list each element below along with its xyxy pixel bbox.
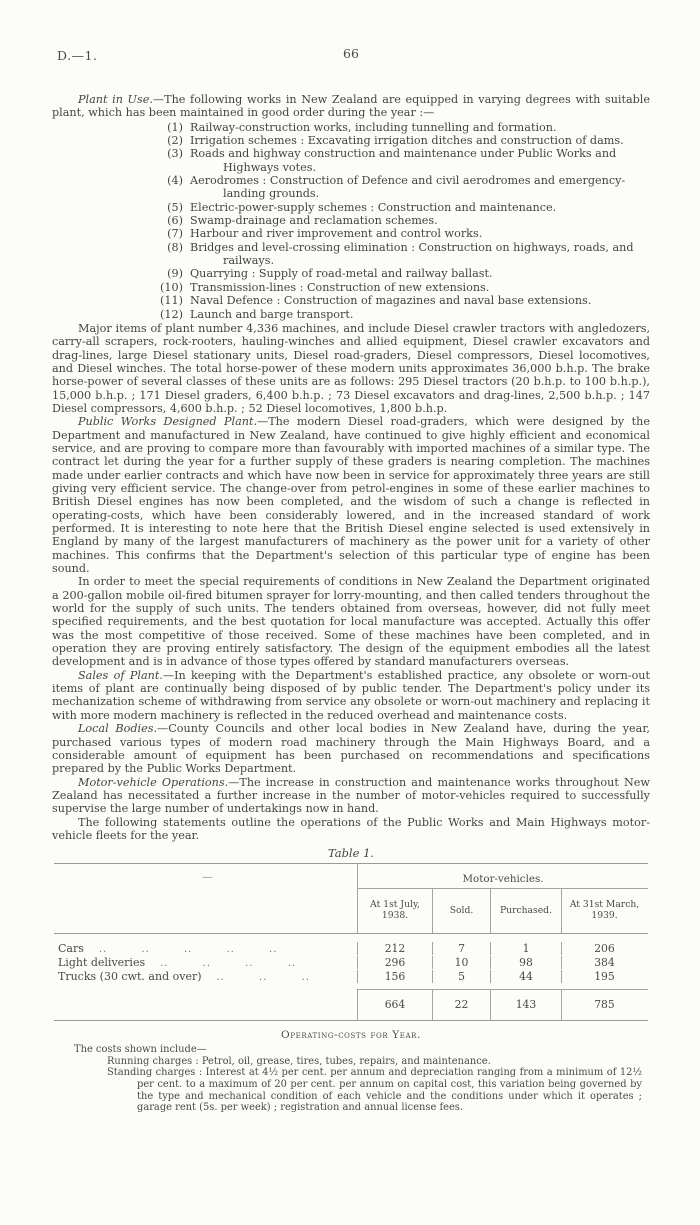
list-item-text: Quarrying : Supply of road-metal and railway ballast. bbox=[190, 267, 493, 281]
row-stub bbox=[54, 970, 357, 983]
table-cell: 195 bbox=[561, 970, 647, 983]
list-item bbox=[52, 241, 650, 268]
list-item-text: Electric-power-supply schemes : Construction and maintenance. bbox=[190, 200, 557, 214]
paragraph-text: In order to meet the special requirements of conditions in New Zealand the Department originated a 200-gallon mobile oil-fired bitumen sprayer for lorry-mounting, and then called tenders throughout the world for the supply of such units. The tenders obtained from overseas, however, did not fully meet specified requirements, and the best quotation for local manufacture was accepted. Actually this offer was the most competitive of those received. Some of these machines have been completed, and in operation they are proving entirely satisfactory. The design of the equipment embodies all the latest development and is in advance of those types offered by standard manufacturers overseas. bbox=[52, 575, 650, 669]
table-cell: 10 bbox=[432, 956, 490, 969]
paragraph-lead-italic: Plant in Use. bbox=[78, 93, 153, 106]
paragraph-text: —The increase in construction and maintenance works throughout New Zealand has necessitated a further increase in the number of motor-vehicles required to successfully supervise the large number of undertakings now in hand. bbox=[52, 775, 650, 816]
row-label: Cars bbox=[58, 941, 84, 955]
list-item bbox=[52, 281, 650, 294]
table-cell: 206 bbox=[561, 942, 647, 955]
row-values bbox=[357, 942, 648, 955]
paragraph-text: —The following works in New Zealand are equipped in varying degrees with suitable plant, which has been maintained in good order during the year :— bbox=[52, 93, 651, 120]
table-cell: 384 bbox=[561, 956, 647, 969]
list-item-text: Naval Defence : Construction of magazines and naval base extensions. bbox=[190, 294, 592, 308]
total-cell: 143 bbox=[490, 990, 561, 1020]
paragraph-plant-in-use bbox=[52, 93, 650, 120]
table-row-trucks bbox=[54, 969, 648, 983]
list-item-text: Railway-construction works, including tunnelling and formation. bbox=[190, 120, 557, 134]
list-item-text: Irrigation schemes : Excavating irrigation ditches and construction of dams. bbox=[190, 134, 624, 148]
list-item-number: (6) bbox=[167, 214, 183, 228]
paragraph-text: —County Councils and other local bodies in New Zealand have, during the year, purchased various types of modern road machinery through the Main Highways Board, and a considerable amount of equipment has been purchased on recommendations and specifications prepared by the Public Works Department. bbox=[52, 722, 650, 776]
leader-dots: .. .. .. .. .. bbox=[98, 943, 278, 955]
total-cell: 785 bbox=[561, 990, 647, 1020]
list-item-text: Swamp-drainage and reclamation schemes. bbox=[190, 214, 438, 228]
table-cell: 98 bbox=[490, 956, 561, 969]
paragraph-motor-vehicle-operations bbox=[52, 776, 650, 816]
column-header: At 31st March, 1939. bbox=[561, 889, 647, 933]
table-cell: 7 bbox=[432, 942, 490, 955]
table-stub-header bbox=[54, 889, 357, 933]
list-item-number: (10) bbox=[160, 280, 183, 294]
table-stub-dash: — bbox=[202, 870, 213, 883]
table-group-header-cell bbox=[357, 864, 648, 889]
table-cell: 296 bbox=[384, 955, 406, 969]
plant-works-list bbox=[52, 121, 650, 321]
list-item bbox=[52, 214, 650, 227]
row-stub bbox=[54, 942, 357, 955]
row-label: Trucks (30 cwt. and over) bbox=[58, 969, 202, 983]
list-item bbox=[52, 201, 650, 214]
table-cell: 156 bbox=[384, 969, 406, 983]
paragraph-lead-italic: Public Works Designed Plant. bbox=[78, 415, 258, 429]
list-item-text: Launch and barge transport. bbox=[190, 307, 354, 321]
operating-costs-section bbox=[52, 1030, 650, 1114]
table-row-light-deliveries bbox=[54, 955, 648, 969]
table-group-header-row bbox=[54, 864, 648, 889]
page-number: 66 bbox=[343, 46, 359, 61]
paragraph-text: The following statements outline the operations of the Public Works and Main Highways motor-vehicle fleets for the year. bbox=[52, 815, 650, 842]
list-item-number: (2) bbox=[167, 134, 183, 148]
paragraph-text: Major items of plant number 4,336 machines, and include Diesel crawler tractors with angledozers, carry-all scrapers, rock-rooters, hauling-winches and allied equipment, Diesel crawler excavators and drag-lines, large Diesel stationary units, Diesel road-graders, Diesel compressors, Diesel locomotives, and Diesel winches. The total horse-power of these modern units approximates 36,000 b.h.p. The brake horse-power of several classes of these units are as follows: 295 Diesel tractors (20 b.h.p. to 100 b.h.p.), 15,000 b.h.p. ; 171 Diesel graders, 6,400 b.h.p. ; 73 Diesel excavators and drag-lines, 2,500 b.h.p. ; 147 Diesel compressors, 4,600 b.h.p. ; 52 Diesel locomotives, 1,800 b.h.p. bbox=[52, 321, 650, 415]
paragraph-major-items bbox=[52, 322, 650, 415]
paragraph-local-bodies bbox=[52, 722, 650, 775]
list-item-number: (11) bbox=[160, 294, 183, 308]
list-item-number: (5) bbox=[167, 200, 183, 214]
list-item-text: Roads and highway construction and maintenance under Public Works and Highways votes. bbox=[190, 147, 617, 174]
leader-dots: .. .. .. bbox=[216, 971, 310, 983]
row-values bbox=[357, 970, 648, 983]
list-item-number: (9) bbox=[167, 267, 183, 281]
document-body bbox=[52, 93, 650, 842]
list-item-text: Aerodromes : Construction of Defence and civil aerodromes and emergency-landing grounds. bbox=[190, 174, 626, 201]
list-item-text: Transmission-lines : Construction of new extensions. bbox=[190, 280, 490, 294]
leader-dots: .. .. .. .. bbox=[160, 957, 297, 969]
list-item-number: (7) bbox=[167, 227, 183, 241]
total-cell: 22 bbox=[432, 990, 490, 1020]
list-item bbox=[52, 147, 650, 174]
paragraph-designed-plant bbox=[52, 415, 650, 575]
table-row-cars bbox=[54, 941, 648, 955]
list-item-text: Harbour and river improvement and control works. bbox=[190, 227, 483, 241]
motor-vehicles-table bbox=[54, 863, 648, 1021]
table-cell: 1 bbox=[490, 942, 561, 955]
operating-costs-heading: Operating-costs for Year. bbox=[281, 1029, 421, 1042]
paragraph-lead-italic: Local Bodies. bbox=[78, 722, 158, 736]
list-item bbox=[52, 308, 650, 321]
table-group-header-label: Motor-vehicles. bbox=[462, 873, 544, 886]
table-cell: 5 bbox=[432, 970, 490, 983]
totals-values bbox=[357, 989, 648, 1020]
list-item-text: Bridges and level-crossing elimination : Construction on highways, roads, and railways. bbox=[190, 240, 634, 268]
total-cell: 664 bbox=[384, 998, 406, 1012]
paragraph-lead-italic: Motor-vehicle Operations. bbox=[78, 775, 229, 789]
list-item-number: (3) bbox=[167, 147, 183, 161]
table-cell: 44 bbox=[490, 970, 561, 983]
paragraph-lead-italic: Sales of Plant. bbox=[78, 668, 163, 682]
paragraph-text: —The modern Diesel road-graders, which were designed by the Department and manufactured in New Zealand, have continued to give highly efficient and economical service, and are proving to compare more than favourably with imported machines of a similar type. The contract let during the year for a further supply of these graders is nearing completion. The machines made under earlier contracts and which have now been in service for approximately three years are still giving very efficient service. The change-over from petrol-engines in some of these earlier machines to British Diesel engines has now been completed, and the wisdom of such a change is reflected in operating-costs, which have been considerably lowered, and in the increased standard of work performed. It is interesting to note here that the British Diesel engine selected is used extensively in England by many of the largest manufacturers of machinery as the power unit for a variety of other machines. This confirms that the Department's selection of this particular type of engine has been sound. bbox=[52, 415, 650, 576]
row-values bbox=[357, 956, 648, 969]
list-item-number: (12) bbox=[160, 307, 183, 321]
list-item bbox=[52, 174, 650, 201]
standing-charges: Standing charges : Interest at 4½ per cent. per annum and depreciation ranging from a minimum of 12½ per cent. to a maximum of 20 per cent. per annum on capital cost, this variation being governed by the type and mechanical condition of each vehicle and the conditions under which it operates ; garage rent (5s. per week) ; registration and annual license fees. bbox=[107, 1067, 642, 1114]
table-body bbox=[54, 934, 648, 983]
list-item bbox=[52, 121, 650, 134]
table-column-headers bbox=[357, 889, 648, 933]
table-column-header-row bbox=[54, 889, 648, 934]
list-item bbox=[52, 227, 650, 240]
list-item-number: (8) bbox=[167, 240, 183, 254]
list-item-number: (1) bbox=[167, 120, 183, 134]
table-cell: 212 bbox=[384, 941, 406, 955]
running-charges: Running charges : Petrol, oil, grease, tires, tubes, repairs, and maintenance. bbox=[107, 1055, 491, 1067]
paragraph-text: —In keeping with the Department's established practice, any obsolete or worn-out items of plant are continually being disposed of by public tender. The Department's policy under its mechanization scheme of withdrawing from service any obsolete or worn-out machinery and replacing it with more modern machinery is reflected in the reduced overhead and maintenance costs. bbox=[52, 668, 651, 722]
table-totals-row bbox=[54, 989, 648, 1020]
paragraph-sales-of-plant bbox=[52, 669, 650, 722]
list-item-number: (4) bbox=[167, 174, 183, 188]
list-item bbox=[52, 294, 650, 307]
page-header bbox=[52, 48, 650, 64]
column-header: Sold. bbox=[432, 889, 490, 933]
paragraph-bitumen-sprayer bbox=[52, 575, 650, 668]
totals-stub bbox=[54, 989, 357, 1020]
list-item bbox=[52, 267, 650, 280]
column-header: At 1st July, 1938. bbox=[370, 899, 420, 922]
column-header: Purchased. bbox=[490, 889, 561, 933]
table-caption: Table 1. bbox=[327, 846, 375, 861]
costs-intro: The costs shown include— bbox=[74, 1043, 207, 1055]
row-stub bbox=[54, 956, 357, 969]
document-ref: D.—1. bbox=[57, 48, 98, 63]
list-item bbox=[52, 134, 650, 147]
row-label: Light deliveries bbox=[58, 955, 146, 969]
paragraph-following-statements bbox=[52, 816, 650, 843]
